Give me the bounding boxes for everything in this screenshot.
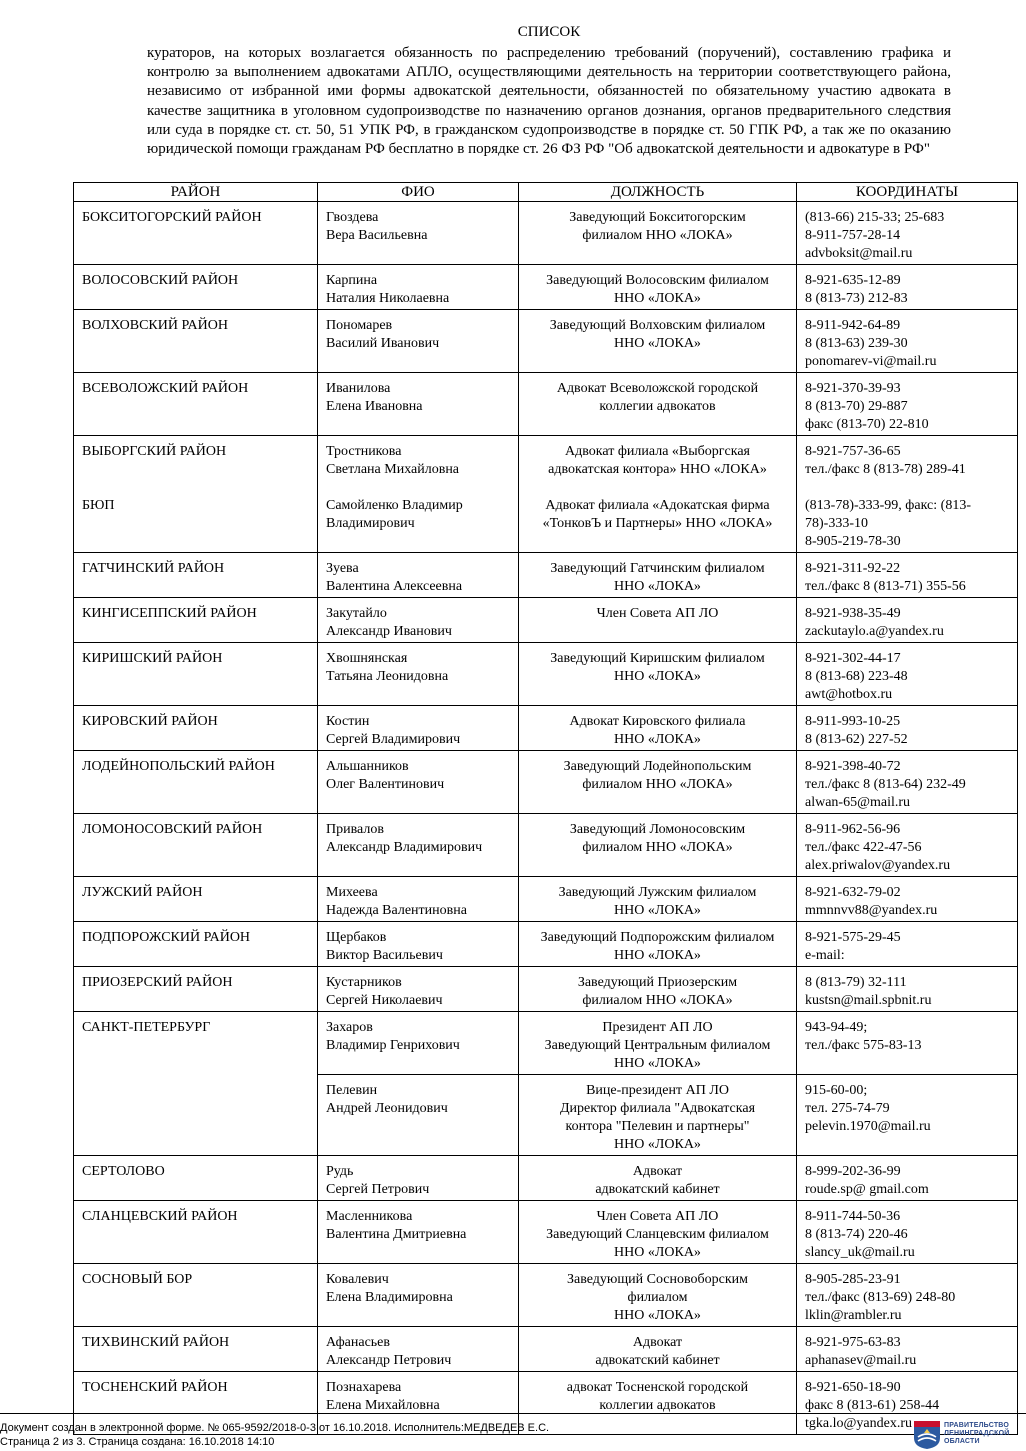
cell-position-line: Заведующий Гатчинским филиалом (550, 561, 765, 576)
cell-name-line: Тростникова (326, 444, 402, 459)
cell-district (74, 1156, 318, 1201)
cell-contacts (797, 598, 1018, 643)
cell-position-line: Член Совета АП ЛО (596, 1209, 719, 1224)
table-row (74, 751, 1018, 814)
cell-contacts-line: 8-921-635-12-89 (805, 273, 901, 288)
cell-contacts (797, 1264, 1018, 1327)
district-label: ВОЛХОВСКИЙ РАЙОН (82, 318, 228, 333)
cell-position (519, 202, 797, 265)
cell-position-line: ННО «ЛОКА» (614, 903, 701, 918)
district-label: КИНГИСЕППСКИЙ РАЙОН (82, 606, 257, 621)
cell-position-line: филиалом ННО «ЛОКА» (582, 993, 733, 1008)
cell-position-line: Адвокат филиала «Адокатская фирма (545, 498, 770, 513)
cell-name (318, 1327, 519, 1372)
cell-position-line: Заведующий Волховским филиалом (549, 318, 766, 333)
column-header-contacts: КООРДИНАТЫ (797, 183, 1018, 202)
district-label: СЕРТОЛОВО (82, 1164, 165, 1179)
cell-position-line: адвокатский кабинет (595, 1182, 720, 1197)
cell-contacts-line: 943-94-49; (805, 1020, 868, 1035)
cell-position (519, 1327, 797, 1372)
cell-name (318, 598, 519, 643)
cell-name-line: Александр Владимирович (326, 840, 483, 855)
cell-position-line: адвокатская контора» ННО «ЛОКА» (548, 462, 767, 477)
cell-district (74, 877, 318, 922)
cell-position-line: Вице-президент АП ЛО (586, 1083, 729, 1098)
cell-name-line: Наталия Николаевна (326, 291, 450, 306)
cell-contacts (797, 967, 1018, 1012)
coat-of-arms-icon (913, 1420, 941, 1450)
cell-position-line: ННО «ЛОКА» (614, 579, 701, 594)
cell-contacts-line: 8-911-942-64-89 (805, 318, 901, 333)
cell-position (519, 436, 797, 553)
cell-position (519, 1012, 797, 1075)
cell-name-line: Виктор Васильевич (326, 948, 443, 963)
entry-spacer (82, 461, 309, 497)
cell-district (74, 706, 318, 751)
cell-contacts-line: ponomarev-vi@mail.ru (805, 354, 937, 369)
cell-contacts (797, 751, 1018, 814)
district-label: ЛОМОНОСОВСКИЙ РАЙОН (82, 822, 263, 837)
table-row (74, 1264, 1018, 1327)
logo-line-3: ОБЛАСТИ (944, 1438, 980, 1445)
cell-district (74, 202, 318, 265)
district-label: БЮП (82, 498, 115, 513)
cell-contacts-line: pelevin.1970@mail.ru (805, 1119, 931, 1134)
cell-name-line: Владимир Генрихович (326, 1038, 460, 1053)
cell-name-line: Познахарева (326, 1380, 402, 1395)
column-header-district: РАЙОН (74, 183, 318, 202)
table-row (74, 922, 1018, 967)
cell-contacts-line: тел./факс 575-83-13 (805, 1038, 922, 1053)
cell-name-line: Елена Ивановна (326, 399, 423, 414)
cell-position-line: Заведующий Киришским филиалом (550, 651, 765, 666)
cell-contacts-line: 8-921-302-44-17 (805, 651, 901, 666)
cell-contacts-line: 8 (813-70) 29-887 (805, 399, 908, 414)
cell-name-line: Зуева (326, 561, 359, 576)
cell-position-line: Директор филиала "Адвокатская (559, 1101, 756, 1116)
district-label: ВСЕВОЛОЖСКИЙ РАЙОН (82, 381, 249, 396)
cell-contacts-line: 8-905-285-23-91 (805, 1272, 901, 1287)
column-header-name: ФИО (318, 183, 519, 202)
cell-contacts-line: alex.priwalov@yandex.ru (805, 858, 951, 873)
cell-position-line: коллегии адвокатов (599, 1398, 716, 1413)
cell-position-line: адвокатский кабинет (595, 1353, 720, 1368)
table-row (74, 1201, 1018, 1264)
cell-name-line: Татьяна Леонидовна (326, 669, 449, 684)
cell-district (74, 751, 318, 814)
district-label: КИРИШСКИЙ РАЙОН (82, 651, 223, 666)
cell-name-line: Гвоздева (326, 210, 379, 225)
cell-name (318, 922, 519, 967)
cell-name-line: Василий Иванович (326, 336, 440, 351)
cell-name-line: Андрей Леонидович (326, 1101, 448, 1116)
cell-position (519, 1075, 797, 1156)
cell-contacts-line: 8 (813-68) 223-48 (805, 669, 908, 684)
cell-name-line: Привалов (326, 822, 384, 837)
cell-name (318, 751, 519, 814)
cell-position-line: ННО «ЛОКА» (614, 336, 701, 351)
cell-name (318, 310, 519, 373)
cell-name (318, 436, 519, 553)
cell-contacts-line: 8-921-938-35-49 (805, 606, 901, 621)
cell-position (519, 310, 797, 373)
district-label: СЛАНЦЕВСКИЙ РАЙОН (82, 1209, 238, 1224)
cell-position-line: Адвокат Кировского филиала (569, 714, 746, 729)
cell-name-line: Захаров (326, 1020, 373, 1035)
cell-position-line: ННО «ЛОКА» (614, 732, 701, 747)
cell-name-line: Рудь (326, 1164, 354, 1179)
cell-position-line: ННО «ЛОКА» (614, 1056, 701, 1071)
table-row (74, 373, 1018, 436)
cell-name-line: Масленникова (326, 1209, 413, 1224)
cell-contacts-line: 8 (813-79) 32-111 (805, 975, 907, 990)
cell-contacts-line: 8-911-962-56-96 (805, 822, 901, 837)
cell-contacts-line: kustsn@mail.spbnit.ru (805, 993, 932, 1008)
cell-name-line: Михеева (326, 885, 378, 900)
cell-name-line: Карпина (326, 273, 378, 288)
cell-contacts-line: 8 (813-63) 239-30 (805, 336, 908, 351)
cell-contacts-line: advboksit@mail.ru (805, 246, 913, 261)
cell-contacts-line: tgka.lo@yandex.ru (805, 1416, 912, 1431)
cell-position-line: филиалом ННО «ЛОКА» (582, 228, 733, 243)
cell-district (74, 1327, 318, 1372)
government-logo-text (944, 1422, 1009, 1446)
entry-spacer (326, 479, 510, 497)
cell-name-line: Пелевин (326, 1083, 378, 1098)
cell-position-line: Адвокат (632, 1335, 683, 1350)
cell-name-line: Сергей Петрович (326, 1182, 430, 1197)
cell-contacts-line: alwan-65@mail.ru (805, 795, 911, 810)
cell-position-line: Заведующий Волосовским филиалом (546, 273, 769, 288)
cell-contacts (797, 706, 1018, 751)
district-label: КИРОВСКИЙ РАЙОН (82, 714, 218, 729)
cell-position (519, 1201, 797, 1264)
cell-position-line: Заведующий Лужским филиалом (558, 885, 757, 900)
cell-contacts-line: 8-921-632-79-02 (805, 885, 901, 900)
cell-position-line: ННО «ЛОКА» (614, 1308, 701, 1323)
table-header-row (74, 183, 1018, 202)
cell-position (519, 265, 797, 310)
cell-position (519, 814, 797, 877)
column-header-position: ДОЛЖНОСТЬ (519, 183, 797, 202)
district-label: ТОСНЕНСКИЙ РАЙОН (82, 1380, 228, 1395)
cell-name (318, 814, 519, 877)
footer-line-2: Страница 2 из 3. Страница создана: 16.10.2018 14:10 (0, 1436, 275, 1448)
cell-contacts-line: mmnnvv88@yandex.ru (805, 903, 938, 918)
cell-contacts-line: slancy_uk@mail.ru (805, 1245, 915, 1260)
cell-contacts-line: 8-921-757-36-65 (805, 444, 901, 459)
cell-name-line: Хвошнянская (326, 651, 408, 666)
cell-district (74, 553, 318, 598)
table-row (74, 967, 1018, 1012)
cell-position-line: Заведующий Подпорожским филиалом (540, 930, 775, 945)
cell-name (318, 1201, 519, 1264)
cell-name (318, 373, 519, 436)
cell-name (318, 202, 519, 265)
logo-line-1: ПРАВИТЕЛЬСТВО (944, 1422, 1010, 1429)
cell-name-line: Александр Петрович (326, 1353, 452, 1368)
cell-name-line: Ковалевич (326, 1272, 389, 1287)
district-label: ТИХВИНСКИЙ РАЙОН (82, 1335, 230, 1350)
cell-position-line: Заведующий Сланцевским филиалом (546, 1227, 769, 1242)
cell-name-line: Сергей Владимирович (326, 732, 461, 747)
logo-line-2: ЛЕНИНГРАДСКОЙ (944, 1430, 1010, 1437)
cell-contacts-line: 8-911-757-28-14 (805, 228, 901, 243)
cell-position (519, 706, 797, 751)
cell-position (519, 1156, 797, 1201)
cell-name (318, 553, 519, 598)
cell-name-line: Елена Владимировна (326, 1290, 453, 1305)
district-label: ВОЛОСОВСКИЙ РАЙОН (82, 273, 239, 288)
cell-position-line: Адвокат Всеволожской городской (556, 381, 759, 396)
district-label: СОСНОВЫЙ БОР (82, 1272, 193, 1287)
cell-contacts (797, 814, 1018, 877)
cell-contacts-line: aphanasev@mail.ru (805, 1353, 917, 1368)
cell-position-line: Заведующий Лодейнопольским (563, 759, 752, 774)
cell-district (74, 598, 318, 643)
cell-district (74, 310, 318, 373)
table-row (74, 598, 1018, 643)
cell-contacts (797, 265, 1018, 310)
cell-position-line: Заведующий Ломоносовским (569, 822, 746, 837)
cell-name (318, 643, 519, 706)
cell-position-line: ННО «ЛОКА» (614, 948, 701, 963)
cell-contacts-line: awt@hotbox.ru (805, 687, 893, 702)
cell-contacts-line: факс 8 (813-61) 258-44 (805, 1398, 940, 1413)
cell-name-line: Светлана Михайловна (326, 462, 460, 477)
cell-position-line: Адвокат (632, 1164, 683, 1179)
cell-position (519, 751, 797, 814)
curators-table (73, 182, 1018, 1435)
table-row (74, 1327, 1018, 1372)
cell-position (519, 922, 797, 967)
cell-position (519, 643, 797, 706)
cell-position-line: филиалом ННО «ЛОКА» (582, 777, 733, 792)
cell-name-line: Вера Васильевна (326, 228, 428, 243)
cell-position (519, 553, 797, 598)
cell-name-line: Костин (326, 714, 370, 729)
cell-name-line: Афанасьев (326, 1335, 390, 1350)
cell-contacts-line: тел. 275-74-79 (805, 1101, 890, 1116)
cell-name-line: Пономарев (326, 318, 393, 333)
cell-position-line: коллегии адвокатов (599, 399, 716, 414)
cell-name-line: Владимирович (326, 516, 415, 531)
cell-position-line: Член Совета АП ЛО (596, 606, 719, 621)
table-row (74, 553, 1018, 598)
footer-line-1: Документ создан в электронной форме. № 065-9592/2018-0-3 от 16.10.2018. Исполнитель:МЕДВЕДЕВ Е.С. (0, 1422, 550, 1434)
cell-position (519, 1264, 797, 1327)
cell-contacts (797, 922, 1018, 967)
cell-name (318, 967, 519, 1012)
cell-name (318, 1075, 519, 1156)
cell-contacts-line: 8-921-650-18-90 (805, 1380, 901, 1395)
cell-district (74, 1264, 318, 1327)
cell-name-line: Закутайло (326, 606, 387, 621)
table-row (74, 814, 1018, 877)
cell-position-line: ННО «ЛОКА» (614, 291, 701, 306)
document-title: СПИСОК (517, 24, 581, 40)
table-row (74, 265, 1018, 310)
cell-position (519, 373, 797, 436)
cell-district (74, 643, 318, 706)
cell-district (74, 1201, 318, 1264)
cell-contacts-line: 8-911-744-50-36 (805, 1209, 901, 1224)
cell-position-line: Заведующий Приозерским (577, 975, 738, 990)
cell-name-line: Олег Валентинович (326, 777, 445, 792)
table-row (74, 310, 1018, 373)
cell-contacts-line: 8 (813-74) 220-46 (805, 1227, 908, 1242)
cell-contacts-line: 8-921-975-63-83 (805, 1335, 901, 1350)
cell-contacts-line: факс (813-70) 22-810 (805, 417, 929, 432)
district-label: ЛОДЕЙНОПОЛЬСКИЙ РАЙОН (82, 759, 275, 774)
cell-position-line: контора "Пелевин и партнеры" (565, 1119, 750, 1134)
cell-district (74, 922, 318, 967)
district-label: ВЫБОРГСКИЙ РАЙОН (82, 444, 227, 459)
table-row (74, 643, 1018, 706)
cell-position-line: Заведующий Сосновоборским (566, 1272, 749, 1287)
cell-name-line: Валентина Алексеевна (326, 579, 463, 594)
cell-name-line: Иванилова (326, 381, 391, 396)
cell-position (519, 598, 797, 643)
cell-contacts-line: 8-921-370-39-93 (805, 381, 901, 396)
cell-contacts (797, 373, 1018, 436)
cell-name (318, 1156, 519, 1201)
cell-contacts-line: e-mail: (805, 948, 845, 963)
cell-contacts-line: 8-999-202-36-99 (805, 1164, 901, 1179)
district-label: ГАТЧИНСКИЙ РАЙОН (82, 561, 225, 576)
cell-position-line: филиалом ННО «ЛОКА» (582, 840, 733, 855)
cell-contacts (797, 1012, 1018, 1075)
cell-contacts-line: zackutaylo.a@yandex.ru (805, 624, 944, 639)
cell-name (318, 265, 519, 310)
table-row (74, 436, 1018, 553)
cell-district (74, 814, 318, 877)
district-label: САНКТ-ПЕТЕРБУРГ (82, 1020, 211, 1035)
cell-contacts (797, 1075, 1018, 1156)
cell-contacts (797, 877, 1018, 922)
cell-contacts-line: 8-905-219-78-30 (805, 534, 901, 549)
cell-name-line: Щербаков (326, 930, 387, 945)
cell-contacts-line: тел./факс 422-47-56 (805, 840, 922, 855)
cell-contacts-line: тел./факс 8 (813-64) 232-49 (805, 777, 966, 792)
cell-contacts-line: (813-66) 215-33; 25-683 (805, 210, 945, 225)
cell-contacts (797, 310, 1018, 373)
cell-district (74, 967, 318, 1012)
table-row (74, 706, 1018, 751)
cell-district (74, 436, 318, 553)
cell-contacts-line: тел./факс (813-69) 248-80 (805, 1290, 956, 1305)
cell-contacts (797, 553, 1018, 598)
cell-contacts-line: 8-921-575-29-45 (805, 930, 901, 945)
cell-contacts (797, 1327, 1018, 1372)
cell-position-line: Заведующий Бокситогорским (569, 210, 746, 225)
cell-name-line: Сергей Николаевич (326, 993, 443, 1008)
table-row (74, 1012, 1018, 1075)
cell-position-line: ННО «ЛОКА» (614, 1245, 701, 1260)
cell-position (519, 967, 797, 1012)
cell-district (74, 373, 318, 436)
cell-name-line: Елена Михайловна (326, 1398, 440, 1413)
cell-position-line: филиалом (627, 1290, 688, 1305)
district-label: ПОДПОРОЖСКИЙ РАЙОН (82, 930, 251, 945)
cell-contacts-line: 8 (813-73) 212-83 (805, 291, 908, 306)
cell-contacts-line: 8-921-398-40-72 (805, 759, 901, 774)
cell-position-line: Адвокат филиала «Выборгская (565, 444, 750, 459)
cell-position-line: ННО «ЛОКА» (614, 1137, 701, 1152)
district-label: БОКСИТОГОРСКИЙ РАЙОН (82, 210, 262, 225)
entry-spacer (805, 479, 1009, 497)
cell-contacts-line: (813-78)-333-99, факс: (813-78)-333-10 (805, 498, 971, 531)
table-row (74, 877, 1018, 922)
cell-name (318, 706, 519, 751)
cell-position (519, 877, 797, 922)
cell-contacts (797, 436, 1018, 553)
cell-name (318, 1012, 519, 1075)
entry-spacer (527, 479, 788, 497)
cell-name-line: Кустарников (326, 975, 402, 990)
cell-contacts (797, 643, 1018, 706)
cell-position-line: Заведующий Центральным филиалом (544, 1038, 771, 1053)
cell-name (318, 877, 519, 922)
cell-name-line: Альшанников (326, 759, 409, 774)
cell-district (74, 1012, 318, 1156)
cell-contacts-line: roude.sp@ gmail.com (805, 1182, 929, 1197)
district-label: ЛУЖСКИЙ РАЙОН (82, 885, 203, 900)
footer-text (0, 1421, 549, 1449)
cell-name-line: Надежда Валентиновна (326, 903, 467, 918)
cell-contacts (797, 202, 1018, 265)
cell-position-line: Президент АП ЛО (602, 1020, 713, 1035)
cell-contacts-line: тел./факс 8 (813-78) 289-41 (805, 462, 966, 477)
cell-contacts (797, 1156, 1018, 1201)
cell-contacts-line: 8-911-993-10-25 (805, 714, 901, 729)
cell-contacts-line: lklin@rambler.ru (805, 1308, 902, 1323)
table-body (74, 202, 1018, 1435)
cell-position-line: ННО «ЛОКА» (614, 669, 701, 684)
cell-position-line: адвокат Тосненской городской (566, 1380, 749, 1395)
cell-name-line: Александр Иванович (326, 624, 452, 639)
cell-contacts-line: 915-60-00; (805, 1083, 868, 1098)
cell-name-line: Валентина Дмитриевна (326, 1227, 467, 1242)
document-footer (0, 1413, 1026, 1451)
cell-contacts-line: тел./факс 8 (813-71) 355-56 (805, 579, 966, 594)
cell-name-line: Самойленко Владимир (326, 498, 463, 513)
cell-contacts-line: 8-921-311-92-22 (805, 561, 901, 576)
cell-name (318, 1264, 519, 1327)
cell-district (74, 265, 318, 310)
table-row (74, 1156, 1018, 1201)
district-label: ПРИОЗЕРСКИЙ РАЙОН (82, 975, 233, 990)
document-intro: кураторов, на которых возлагается обязанность по распределению требований (поручений), составлению графика и контролю за выполнением адвокатами АПЛО, осуществляющими деятельность на территории соответствующего района, независимо от избранной ими формы адвокатской деятельности, обязанностей по обязательному участию адвоката в качестве защитника в уголовном судопроизводстве по назначению органов дознания, органов предварительного следствия или суда в порядке ст. ст. 50, 51 УПК РФ, в гражданском судопроизводстве в порядке ст. 50 ГПК РФ, а так же по оказанию юридической помощи гражданам РФ бесплатно в порядке ст. 26 ФЗ РФ "Об адвокатской деятельности и адвокатуре в РФ" (147, 45, 951, 158)
cell-position-line: «ТонковЪ и Партнеры» ННО «ЛОКА» (542, 516, 773, 531)
cell-contacts (797, 1201, 1018, 1264)
table-row (74, 202, 1018, 265)
cell-contacts-line: 8 (813-62) 227-52 (805, 732, 908, 747)
